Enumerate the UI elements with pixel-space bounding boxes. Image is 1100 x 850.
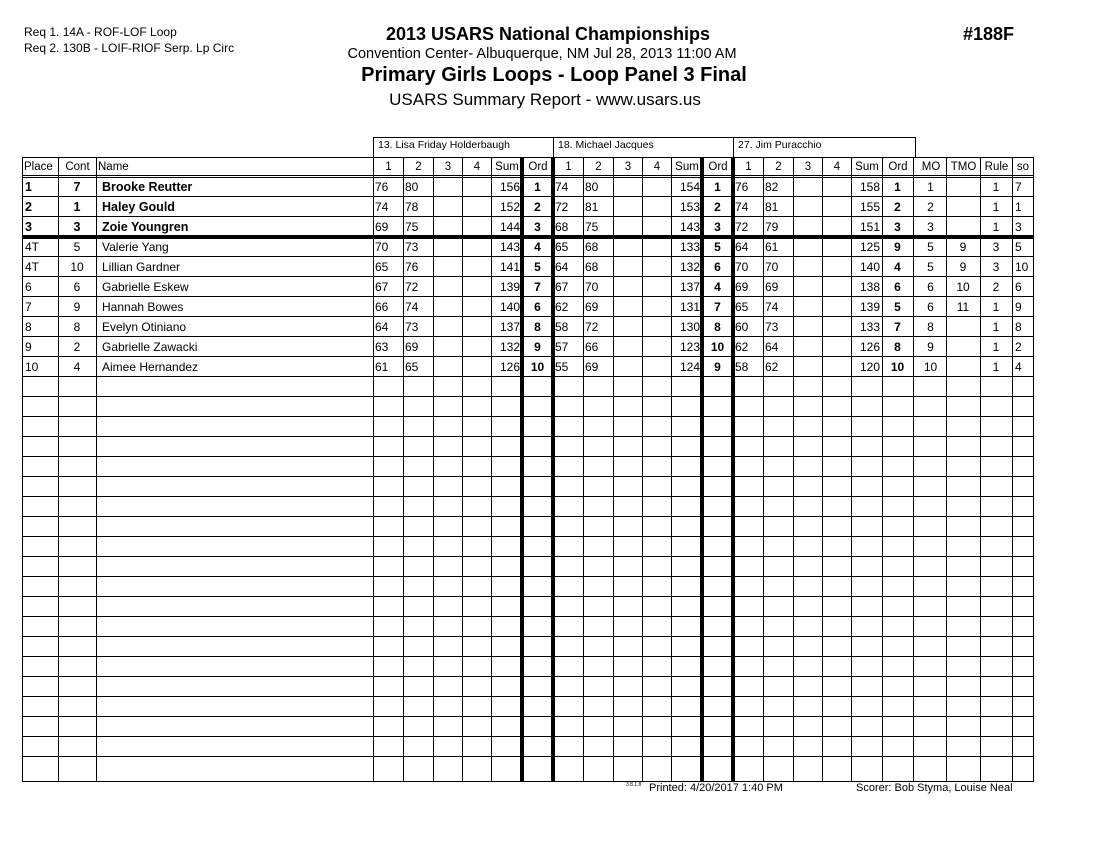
column-header-j4-judge3: 4	[833, 161, 841, 173]
column-header-sum-judge1: Sum	[495, 161, 519, 173]
cell-j1-judge3: 76	[735, 180, 749, 194]
cell-cont: 7	[73, 180, 81, 194]
cell-j1-judge2: 55	[555, 360, 569, 374]
cell-mo: 3	[927, 220, 934, 234]
version-label: 3.8.1.8	[626, 782, 642, 788]
cell-j1-judge3: 70	[735, 260, 749, 274]
cell-j2-judge1: 69	[405, 340, 419, 354]
cell-ord-judge1: 2	[534, 200, 541, 214]
cell-ord-judge2: 2	[714, 200, 721, 214]
judge-header-2: 18. Michael Jacques	[553, 137, 734, 157]
cell-ord-judge3: 9	[894, 240, 901, 254]
cell-sum-judge2: 153	[679, 200, 700, 214]
cell-mo: 8	[927, 320, 934, 334]
cell-cont: 3	[73, 220, 81, 234]
cell-cont: 6	[73, 280, 81, 294]
cell-j2-judge2: 68	[585, 240, 599, 254]
column-divider	[913, 157, 914, 782]
cell-j2-judge2: 81	[585, 200, 599, 214]
cell-name: Gabrielle Eskew	[102, 280, 189, 294]
scorer-names: Scorer: Bob Styma, Louise Neal	[856, 782, 1013, 794]
cell-j1-judge3: 65	[735, 300, 749, 314]
cell-j1-judge3: 64	[735, 240, 749, 254]
cell-ord-judge1: 10	[530, 360, 545, 374]
column-header-rule: Rule	[984, 161, 1009, 173]
cell-place: 7	[25, 300, 32, 314]
cell-ord-judge3: 4	[894, 260, 901, 274]
cell-cont: 2	[73, 340, 81, 354]
cell-ord-judge1: 9	[534, 340, 541, 354]
cell-j1-judge1: 70	[375, 240, 389, 254]
cell-sum-judge1: 137	[499, 320, 520, 334]
column-header-j4-judge2: 4	[653, 161, 661, 173]
requirement-2: Req 2. 130B - LOIF-RIOF Serp. Lp Circ	[24, 41, 235, 55]
column-header-j3-judge1: 3	[444, 161, 452, 173]
cell-ord-judge1: 1	[534, 180, 541, 194]
cell-sum-judge3: 133	[859, 320, 880, 334]
column-header-j3-judge3: 3	[804, 161, 812, 173]
cell-j1-judge2: 62	[555, 300, 569, 314]
column-header-j2-judge2: 2	[595, 161, 602, 173]
cell-sum-judge2: 132	[679, 260, 700, 274]
cell-name: Brooke Reutter	[102, 180, 193, 194]
cell-mo: 5	[927, 240, 934, 254]
cell-so: 4	[1015, 360, 1022, 374]
cell-place: 4T	[25, 240, 40, 254]
cell-ord-judge2: 10	[710, 340, 725, 354]
cell-j1-judge1: 64	[375, 320, 389, 334]
cell-j1-judge3: 60	[735, 320, 749, 334]
cell-j2-judge3: 69	[765, 280, 779, 294]
cell-rule: 1	[992, 180, 1000, 194]
cell-sum-judge1: 156	[499, 180, 520, 194]
column-header-name: Name	[98, 161, 129, 173]
cell-ord-judge3: 10	[890, 360, 905, 374]
cell-ord-judge1: 8	[534, 320, 541, 334]
column-header-tmo: TMO	[950, 161, 977, 173]
cell-sum-judge1: 144	[499, 220, 520, 234]
cell-j2-judge3: 64	[765, 340, 779, 354]
cell-j2-judge1: 80	[405, 180, 419, 194]
cell-mo: 10	[923, 360, 938, 374]
judge-header-1: 13. Lisa Friday Holderbaugh	[373, 137, 554, 157]
column-header-mo: MO	[921, 161, 941, 173]
cell-so: 8	[1015, 320, 1022, 334]
column-header-j4-judge1: 4	[473, 161, 481, 173]
column-header-sum-judge3: Sum	[855, 161, 879, 173]
cell-j1-judge3: 72	[735, 220, 749, 234]
cell-j1-judge1: 76	[375, 180, 389, 194]
cell-sum-judge3: 138	[859, 280, 880, 294]
cell-tmo: 10	[956, 280, 970, 294]
cell-name: Haley Gould	[102, 200, 175, 214]
cell-j2-judge1: 72	[405, 280, 419, 294]
cell-j1-judge2: 65	[555, 240, 569, 254]
cell-mo: 9	[927, 340, 934, 354]
cell-j2-judge2: 70	[585, 280, 599, 294]
cell-ord-judge1: 3	[534, 220, 541, 234]
cell-ord-judge3: 2	[894, 200, 901, 214]
cell-j1-judge2: 74	[555, 180, 569, 194]
report-subtitle: USARS Summary Report - www.usars.us	[389, 90, 701, 109]
cell-sum-judge2: 154	[679, 180, 700, 194]
cell-cont: 5	[73, 240, 81, 254]
cell-j1-judge2: 72	[555, 200, 569, 214]
cell-j2-judge3: 79	[765, 220, 779, 234]
cell-sum-judge3: 126	[859, 340, 880, 354]
cell-j1-judge3: 74	[735, 200, 749, 214]
cell-j1-judge1: 63	[375, 340, 389, 354]
cell-place: 9	[25, 340, 32, 354]
event-number: #188F	[963, 24, 1015, 44]
cell-rule: 2	[992, 280, 1000, 294]
cell-j1-judge1: 69	[375, 220, 389, 234]
cell-cont: 9	[73, 300, 81, 314]
column-header-so: so	[1016, 161, 1030, 173]
cell-name: Aimee Hernandez	[102, 360, 199, 374]
cell-sum-judge3: 151	[859, 220, 880, 234]
cell-j2-judge1: 73	[405, 320, 419, 334]
cell-j2-judge2: 69	[585, 360, 599, 374]
cell-j1-judge3: 69	[735, 280, 749, 294]
cell-j1-judge3: 62	[735, 340, 749, 354]
cell-j2-judge1: 73	[405, 240, 419, 254]
cell-sum-judge2: 124	[679, 360, 700, 374]
cell-sum-judge2: 131	[679, 300, 700, 314]
cell-so: 6	[1015, 280, 1022, 294]
cell-j2-judge1: 75	[405, 220, 419, 234]
cell-j2-judge3: 82	[765, 180, 779, 194]
cell-so: 10	[1015, 260, 1029, 274]
cell-sum-judge1: 132	[499, 340, 520, 354]
column-divider	[433, 157, 434, 782]
cell-sum-judge3: 120	[859, 360, 880, 374]
cell-j1-judge1: 65	[375, 260, 389, 274]
cell-ord-judge2: 8	[714, 320, 721, 334]
column-divider	[822, 157, 823, 782]
cell-ord-judge1: 4	[534, 240, 541, 254]
column-header-j1-judge1: 1	[385, 161, 392, 173]
cell-sum-judge1: 126	[499, 360, 520, 374]
cell-j2-judge2: 80	[585, 180, 599, 194]
cell-tmo: 9	[959, 260, 967, 274]
event-name: Primary Girls Loops - Loop Panel 3 Final	[361, 64, 747, 86]
cell-place: 8	[25, 320, 32, 334]
column-header-j1-judge2: 1	[565, 161, 572, 173]
cell-sum-judge3: 155	[859, 200, 880, 214]
cell-cont: 4	[73, 360, 81, 374]
cell-ord-judge3: 3	[894, 220, 901, 234]
column-divider	[462, 157, 463, 782]
cell-place: 3	[25, 220, 32, 234]
cell-j2-judge3: 62	[765, 360, 779, 374]
cell-ord-judge3: 8	[894, 340, 901, 354]
cell-ord-judge1: 7	[534, 280, 541, 294]
column-header-ord-judge1: Ord	[528, 161, 548, 173]
requirement-1: Req 1. 14A - ROF-LOF Loop	[24, 25, 177, 39]
cell-sum-judge2: 143	[679, 220, 700, 234]
cell-j2-judge3: 81	[765, 200, 779, 214]
cell-j2-judge2: 72	[585, 320, 599, 334]
column-header-j3-judge2: 3	[624, 161, 632, 173]
cell-sum-judge1: 139	[499, 280, 520, 294]
cell-rule: 1	[992, 300, 1000, 314]
column-divider	[793, 157, 794, 782]
cell-rule: 1	[992, 220, 1000, 234]
column-header-cont: Cont	[65, 161, 90, 173]
cell-ord-judge2: 1	[714, 180, 721, 194]
cell-ord-judge2: 9	[714, 360, 721, 374]
column-divider	[642, 157, 643, 782]
cell-mo: 6	[927, 280, 934, 294]
cell-mo: 2	[927, 200, 934, 214]
cell-cont: 8	[73, 320, 81, 334]
cell-ord-judge2: 3	[714, 220, 721, 234]
cell-ord-judge3: 7	[894, 320, 901, 334]
column-header-ord-judge2: Ord	[708, 161, 728, 173]
cell-sum-judge1: 143	[499, 240, 520, 254]
cell-place: 6	[25, 280, 32, 294]
cell-ord-judge2: 5	[714, 240, 721, 254]
cell-ord-judge3: 5	[894, 300, 901, 314]
cell-place: 1	[25, 180, 32, 194]
cell-name: Valerie Yang	[102, 240, 169, 254]
cell-so: 2	[1015, 340, 1022, 354]
cell-rule: 3	[992, 260, 1000, 274]
cell-j1-judge3: 58	[735, 360, 749, 374]
cell-so: 9	[1015, 300, 1022, 314]
cell-sum-judge1: 152	[499, 200, 520, 214]
cell-sum-judge2: 130	[679, 320, 700, 334]
cell-j2-judge1: 78	[405, 200, 419, 214]
cell-so: 7	[1015, 180, 1022, 194]
cell-j1-judge2: 58	[555, 320, 569, 334]
cell-ord-judge2: 4	[714, 280, 721, 294]
column-header-j2-judge1: 2	[415, 161, 422, 173]
cell-sum-judge2: 137	[679, 280, 700, 294]
cell-j1-judge1: 61	[375, 360, 389, 374]
cell-so: 3	[1015, 220, 1022, 234]
cell-ord-judge3: 1	[894, 180, 901, 194]
cell-j1-judge1: 67	[375, 280, 389, 294]
column-header-ord-judge3: Ord	[888, 161, 908, 173]
cell-rule: 1	[992, 340, 1000, 354]
cell-name: Lillian Gardner	[102, 260, 181, 274]
cell-j1-judge2: 64	[555, 260, 569, 274]
cell-name: Zoie Youngren	[102, 220, 189, 234]
cell-j2-judge1: 74	[405, 300, 419, 314]
column-header-j1-judge3: 1	[745, 161, 752, 173]
cell-j2-judge2: 68	[585, 260, 599, 274]
cell-rule: 1	[992, 200, 1000, 214]
cell-cont: 1	[73, 200, 81, 214]
cell-j2-judge3: 70	[765, 260, 779, 274]
cell-sum-judge3: 158	[859, 180, 880, 194]
cell-j2-judge2: 75	[585, 220, 599, 234]
cell-mo: 1	[927, 180, 934, 194]
cell-mo: 5	[927, 260, 934, 274]
cell-sum-judge3: 125	[859, 240, 880, 254]
cell-j2-judge3: 73	[765, 320, 779, 334]
cell-tmo: 11	[956, 300, 970, 314]
cell-j1-judge2: 67	[555, 280, 569, 294]
cell-j2-judge1: 65	[405, 360, 419, 374]
event-location: Convention Center- Albuquerque, NM Jul 28, 2013 11:00 AM	[347, 46, 737, 62]
cell-mo: 6	[927, 300, 934, 314]
cell-j1-judge2: 68	[555, 220, 569, 234]
judge-header-3: 27. Jim Puracchio	[733, 137, 916, 157]
cell-rule: 3	[992, 240, 1000, 254]
cell-j1-judge1: 74	[375, 200, 389, 214]
report-title: 2013 USARS National Championships	[385, 24, 711, 44]
cell-j2-judge2: 66	[585, 340, 599, 354]
cell-sum-judge1: 140	[499, 300, 520, 314]
cell-so: 1	[1015, 200, 1022, 214]
column-divider	[1033, 157, 1034, 782]
column-header-j2-judge3: 2	[775, 161, 782, 173]
cell-rule: 1	[992, 320, 1000, 334]
cell-so: 5	[1015, 240, 1022, 254]
cell-tmo: 9	[959, 240, 967, 254]
cell-sum-judge3: 140	[859, 260, 880, 274]
cell-ord-judge3: 6	[894, 280, 901, 294]
cell-sum-judge3: 139	[859, 300, 880, 314]
cell-j2-judge3: 74	[765, 300, 779, 314]
column-divider	[613, 157, 614, 782]
cell-cont: 10	[70, 260, 84, 274]
cell-name: Gabrielle Zawacki	[102, 340, 198, 354]
cell-place: 4T	[25, 260, 40, 274]
cell-ord-judge2: 7	[714, 300, 721, 314]
cell-sum-judge2: 123	[679, 340, 700, 354]
cell-sum-judge2: 133	[679, 240, 700, 254]
cell-ord-judge2: 6	[714, 260, 721, 274]
cell-j2-judge3: 61	[765, 240, 779, 254]
cell-rule: 1	[992, 360, 1000, 374]
cell-sum-judge1: 141	[499, 260, 520, 274]
cell-ord-judge1: 6	[534, 300, 541, 314]
printed-timestamp: Printed: 4/20/2017 1:40 PM	[649, 782, 783, 794]
cell-j1-judge1: 66	[375, 300, 389, 314]
cell-place: 2	[25, 200, 32, 214]
cell-j1-judge2: 57	[555, 340, 569, 354]
cell-place: 10	[25, 360, 39, 374]
cell-j2-judge2: 69	[585, 300, 599, 314]
column-header-sum-judge2: Sum	[675, 161, 699, 173]
cell-ord-judge1: 5	[534, 260, 541, 274]
column-header-place: Place	[24, 161, 53, 173]
cell-j2-judge1: 76	[405, 260, 419, 274]
cell-name: Hannah Bowes	[102, 300, 184, 314]
cell-name: Evelyn Otiniano	[102, 320, 187, 334]
